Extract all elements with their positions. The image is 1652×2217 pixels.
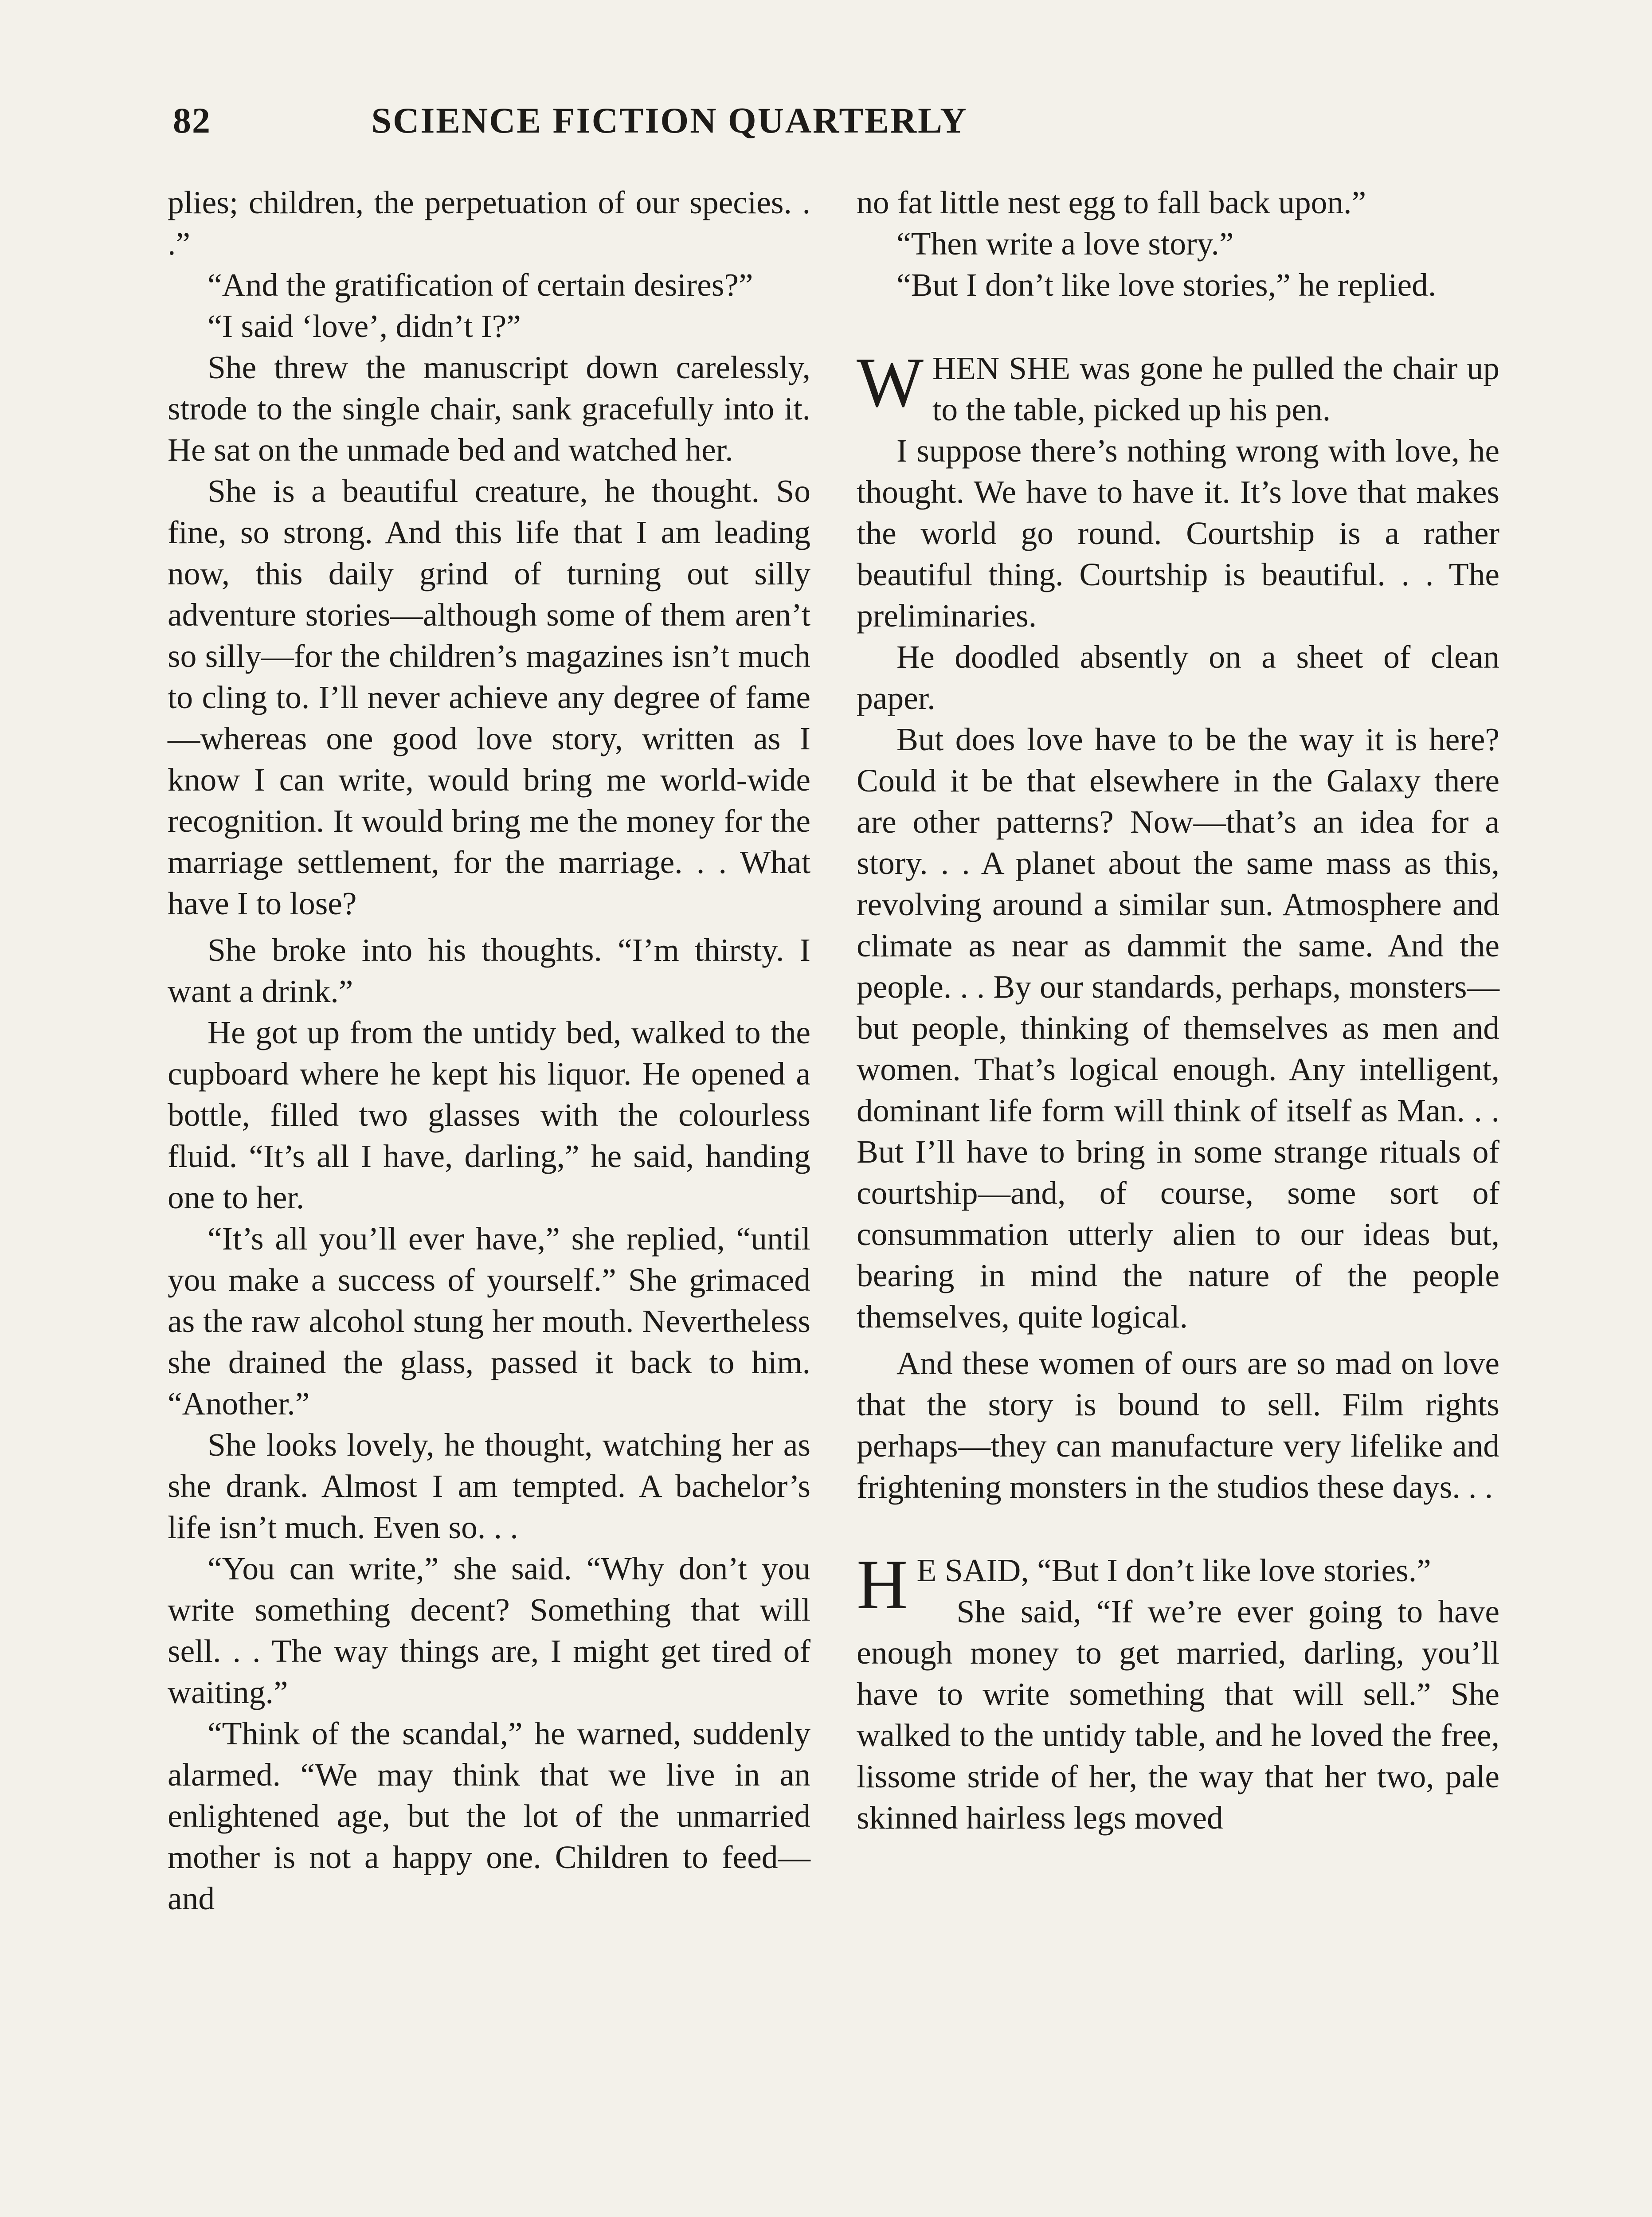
paragraph: She threw the manuscript down carelessly, strode to the single chair, sank gracefully into it. He sat on the unmade bed and watched her. xyxy=(168,349,810,468)
paragraph: “But I don’t like love stories,” he replied. xyxy=(896,267,1437,303)
paragraph-text: E SAID, “But I don’t like love stories.” xyxy=(916,1552,1431,1588)
paragraph: plies; children, the perpetuation of our species. . .” xyxy=(168,184,810,262)
paragraph: She looks lovely, he thought, watching her as she drank. Almost I am tempted. A bachelor’s life isn’t much. Even so. . . xyxy=(168,1427,810,1545)
paragraph: She said, “If we’re ever going to have enough money to get married, darling, you’ll have to write something that will sell.” She walked to the untidy table, and he loved the free, lissome stride of her, the way that her two, pale skinned hairless legs moved xyxy=(857,1594,1499,1836)
running-title: SCIENCE FICTION QUARTERLY xyxy=(371,100,968,141)
page-header xyxy=(173,100,1166,153)
paragraph: She is a beautiful creature, he thought. So fine, so strong. And this life that I am leading now, this daily grind of turning out silly adventure stories—although some of them aren’t so silly—for the children’s magazines isn’t much to cling to. I’ll never achieve any degree of fame—whereas one good love story, written as I know I can write, would bring me world-wide recognition. It would bring me the money for the marriage settlement, for the marriage. . . What have I to lose? xyxy=(168,473,810,921)
page-number: 82 xyxy=(173,100,211,141)
paragraph: I suppose there’s nothing wrong with love, he thought. We have to have it. It’s love that makes the world go round. Courtship is a rather beautiful thing. Courtship is beautiful. . . The preliminaries. xyxy=(857,433,1499,634)
paragraph: “Then write a love story.” xyxy=(896,226,1234,262)
paragraph: “Think of the scandal,” he warned, suddenly alarmed. “We may think that we live in an enlightened age, but the lot of the unmarried mother is not a happy one. Children to feed—and xyxy=(168,1716,810,1916)
paragraph: He got up from the untidy bed, walked to the cupboard where he kept his liquor. He opened a bottle, filled two glasses with the colourless fluid. “It’s all I have, darling,” he said, handing one to her. xyxy=(168,1014,810,1215)
paragraph: “It’s all you’ll ever have,” she replied, “until you make a success of yourself.” She grimaced as the raw alcohol stung her mouth. Nevertheless she drained the glass, passed it back to him. “Another.” xyxy=(168,1221,810,1422)
left-column xyxy=(168,182,810,1919)
right-column xyxy=(857,182,1499,1838)
drop-cap: W xyxy=(857,343,924,422)
paragraph: “I said ‘love’, didn’t I?” xyxy=(207,308,521,344)
paragraph: She broke into his thoughts. “I’m thirsty. I want a drink.” xyxy=(168,932,810,1009)
paragraph: He doodled absently on a sheet of clean paper. xyxy=(857,639,1499,716)
paragraph: But does love have to be the way it is here? Could it be that elsewhere in the Galaxy there are other patterns? Now—that’s an idea for a story. . . A planet about the same mass as this, revolving around a similar sun. Atmosphere and climate as near as dammit the same. And the people. . . By our standards, perhaps, monsters—but people, thinking of themselves as men and women. That’s logical enough. Any intelligent, dominant life form will think of itself as Man. . . But I’ll have to bring in some strange rituals of courtship—and, of course, some sort of consummation utterly alien to our ideas but, bearing in mind the nature of the people themselves, quite logical. xyxy=(857,721,1499,1335)
section-opening-paragraph xyxy=(857,1545,1499,1624)
paragraph: “You can write,” she said. “Why don’t you write something decent? Something that will sell. . . The way things are, I might get tired of waiting.” xyxy=(168,1551,810,1710)
paragraph: “And the gratification of certain desires?” xyxy=(207,267,753,303)
paragraph: And these women of ours are so mad on love that the story is bound to sell. Film rights perhaps—they can manufacture very lifelike and frightening monsters in the studios these days. . . xyxy=(857,1345,1499,1505)
paragraph-text: HEN SHE was gone he pulled the chair up to the table, picked up his pen. xyxy=(932,350,1499,427)
paragraph: no fat little nest egg to fall back upon.” xyxy=(857,184,1366,220)
drop-cap: H xyxy=(857,1545,908,1624)
section-opening-paragraph xyxy=(857,343,1499,430)
